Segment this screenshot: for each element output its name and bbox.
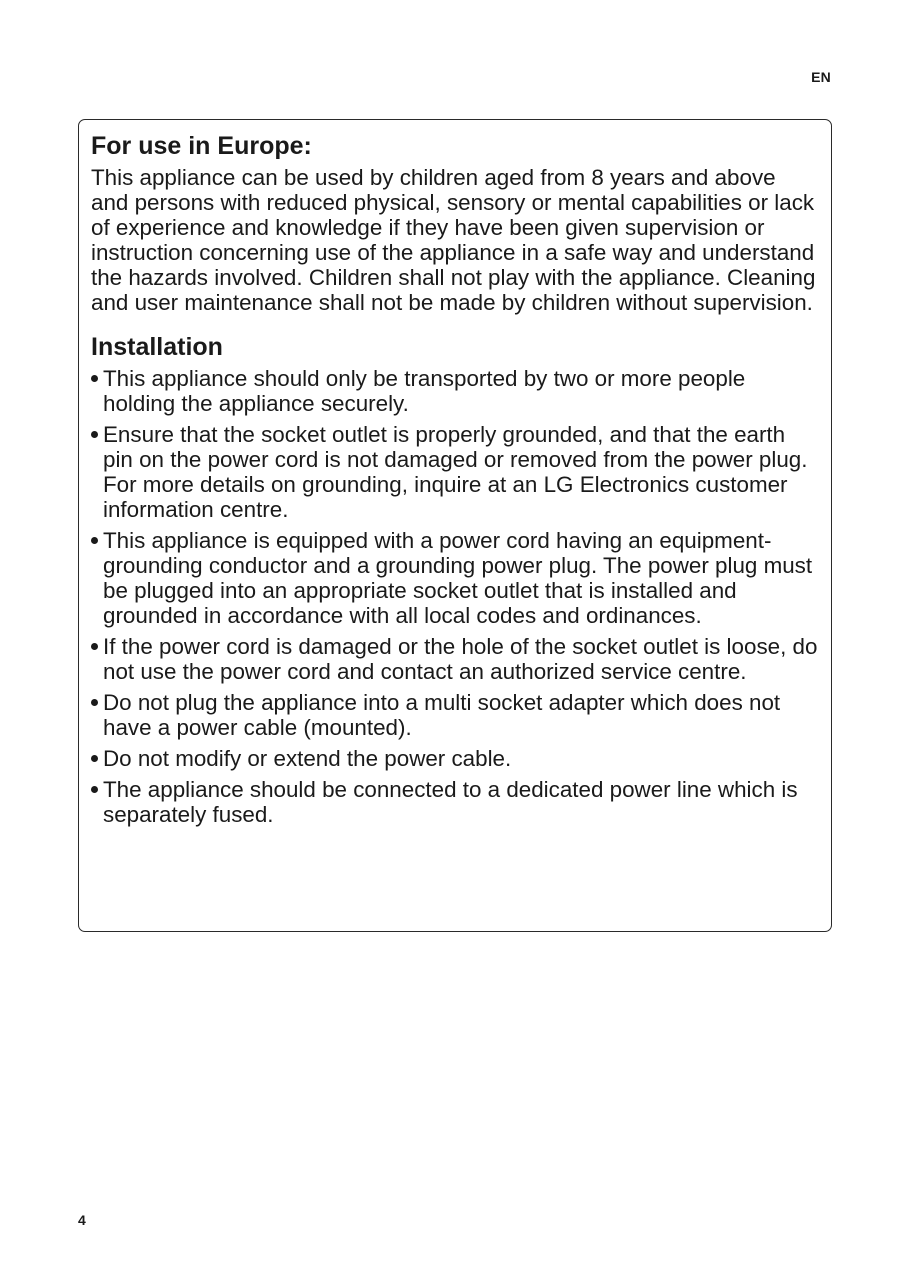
list-item-text: Ensure that the socket outlet is properly grounded, and that the earth pin on the power cord is not damaged or removed from the power plug. For more details on grounding, inquire at an LG Electronics customer information centre. [103, 422, 808, 522]
bullet-icon [91, 431, 98, 438]
page-number: 4 [78, 1212, 86, 1228]
europe-paragraph: This appliance can be used by children aged from 8 years and above and persons with reduced physical, sensory or mental capabilities or lack of experience and knowledge if they have been given supervision or instruction concerning use of the appliance in a safe way and understand the hazards involved. Children shall not play with the appliance. Cleaning and user maintenance shall not be made by children without supervision. [91, 165, 816, 315]
bullet-icon [91, 643, 98, 650]
list-item [91, 690, 819, 740]
europe-heading: For use in Europe: [91, 132, 312, 160]
list-item-text: The appliance should be connected to a dedicated power line which is separately fused. [103, 777, 798, 827]
installation-heading: Installation [91, 333, 223, 361]
list-item-text: This appliance should only be transported by two or more people holding the appliance securely. [103, 366, 746, 416]
bullet-icon [91, 537, 98, 544]
list-item-text: Do not plug the appliance into a multi socket adapter which does not have a power cable (mounted). [103, 690, 781, 740]
safety-notice-box [78, 119, 832, 932]
list-item [91, 746, 819, 771]
list-item [91, 422, 819, 522]
bullet-icon [91, 755, 98, 762]
list-item [91, 634, 819, 684]
list-item-text: If the power cord is damaged or the hole of the socket outlet is loose, do not use the power cord and contact an authorized service centre. [103, 634, 818, 684]
bullet-icon [91, 375, 98, 382]
language-tag: EN [811, 69, 831, 85]
list-item [91, 366, 819, 416]
list-item-text: This appliance is equipped with a power cord having an equipment-grounding conductor and a grounding power plug. The power plug must be plugged into an appropriate socket outlet that is installed and grounded in accordance with all local codes and ordinances. [103, 528, 813, 628]
list-item-text: Do not modify or extend the power cable. [103, 746, 512, 771]
list-item [91, 528, 819, 628]
bullet-icon [91, 786, 98, 793]
bullet-icon [91, 699, 98, 706]
installation-list [91, 366, 819, 827]
list-item [91, 777, 819, 827]
